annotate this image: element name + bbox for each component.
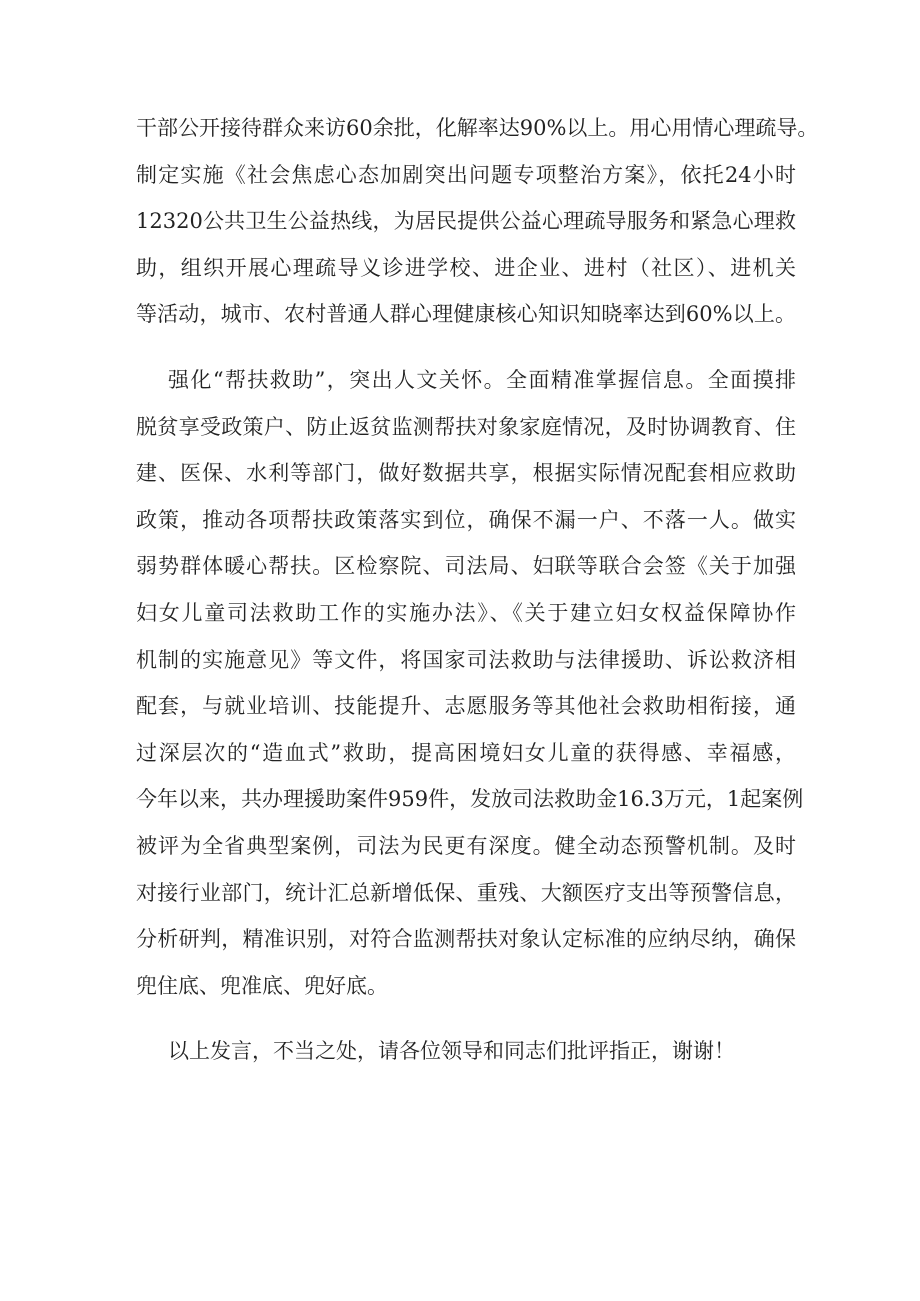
text-line: 等活动，城市、农村普通人群心理健康核心知识知晓率达到60%以上。 (136, 302, 796, 327)
text-line: 弱势群体暖心帮扶。区检察院、司法局、妇联等联合会签《关于加强 (136, 554, 796, 579)
text-line: 强化“帮扶救助”，突出人文关怀。全面精准掌握信息。全面摸排 (168, 367, 796, 392)
text-line: 配套，与就业培训、技能提升、志愿服务等其他社会救助相衔接，通 (136, 694, 796, 719)
text-line: 机制的实施意见》等文件，将国家司法救助与法律援助、诉讼救济相 (136, 647, 796, 672)
document-body (136, 105, 819, 1075)
text-line: 分析研判，精准识别，对符合监测帮扶对象认定标准的应纳尽纳，确保 (136, 927, 796, 952)
text-line: 脱贫享受政策户、防止返贫监测帮扶对象家庭情况，及时协调教育、住 (136, 414, 796, 439)
text-line: 12320公共卫生公益热线，为居民提供公益心理疏导服务和紧急心理救 (136, 209, 796, 234)
paragraph-spacer (136, 1009, 796, 1028)
text-line: 兜住底、兜准底、兜好底。 (136, 973, 388, 998)
text-line: 今年以来，共办理援助案件959件，发放司法救助金16.3万元，1起案例 (136, 787, 804, 812)
text-line: 建、医保、水利等部门，做好数据共享，根据实际情况配套相应救助 (136, 461, 796, 486)
paragraph-2 (136, 357, 804, 1009)
text-line: 以上发言，不当之处，请各位领导和同志们批评指正，谢谢！ (168, 1039, 735, 1064)
text-line: 妇女儿童司法救助工作的实施办法》、《关于建立妇女权益保障协作 (136, 600, 796, 625)
text-line: 被评为全省典型案例，司法为民更有深度。健全动态预警机制。及时 (136, 833, 796, 858)
text-line: 干部公开接待群众来访60余批，化解率达90%以上。用心用情心理疏导。 (136, 116, 819, 140)
paragraph-spacer (136, 338, 796, 357)
text-line: 对接行业部门，统计汇总新增低保、重残、大额医疗支出等预警信息， (136, 880, 796, 905)
text-line: 政策，推动各项帮扶政策落实到位，确保不漏一户、不落一人。做实 (136, 507, 796, 532)
paragraph-1 (136, 105, 819, 338)
text-line: 制定实施《社会焦虑心态加剧突出问题专项整治方案》，依托24小时 (136, 162, 796, 187)
paragraph-3 (136, 1028, 796, 1075)
text-line: 过深层次的“造血式”救助，提高困境妇女儿童的获得感、幸福感， (136, 740, 796, 765)
text-line: 助，组织开展心理疏导义诊进学校、进企业、进村（社区）、进机关 (136, 255, 796, 280)
